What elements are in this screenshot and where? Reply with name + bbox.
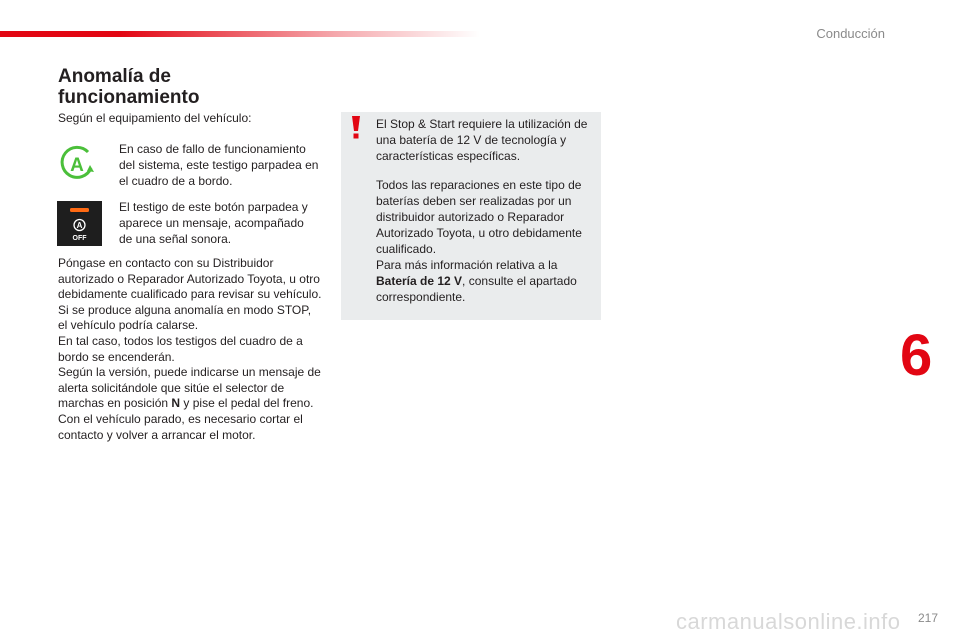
header-accent-bar [0,31,480,37]
warning-paragraph: El Stop & Start requiere la utilización de una batería de 12 V de tecnología y características específicas. [376,117,588,163]
page-number: 217 [917,611,938,625]
section-header: Conducción [816,26,885,41]
intro-text: Según el equipamiento del vehículo: [58,111,252,125]
stop-start-a-icon [56,143,98,185]
body-paragraph: Si se produce alguna anomalía en modo STOP, el vehículo podría calarse. [58,302,312,333]
icon-btn-off: OFF [72,235,87,242]
battery-bold: Batería de 12 V [376,274,463,288]
chapter-number: 6 [900,323,933,388]
text-span: Todos las reparaciones en este tipo de baterías deben ser realizadas por un distribuidor autorizado o Reparador Autorizado Toyota, u otro debidamente cualificado. [376,178,582,256]
icon-a-letter: A [70,155,84,176]
text-span: , consulte el apartado correspondiente. [376,274,577,304]
body-paragraph: Con el vehículo parado, es necesario cortar el contacto y volver a arrancar el motor. [58,411,303,442]
exclamation-icon [349,114,363,140]
icon-btn-letter: A [76,221,83,230]
body-paragraph: Póngase en contacto con su Distribuidor autorizado o Reparador Autorizado Toyota, u otro debidamente cualificado para revisar su vehículo. [58,256,322,302]
text-span: Para más información relativa a la [376,258,558,272]
watermark: carmanualsonline.info [676,609,901,634]
page-title: Anomalía de funcionamiento [58,66,200,108]
gear-position-bold: N [171,396,181,411]
a-off-button-icon [57,201,102,246]
body-text [58,256,323,443]
warning-paragraph [376,177,594,305]
list-item: En caso de fallo de funcionamiento del sistema, este testigo parpadea en el cuadro de a bordo. [119,142,319,188]
body-paragraph [58,365,323,412]
text-span: y pise el pedal del freno. [180,396,314,411]
text-span: Según la versión, puede indicarse un mensaje de alerta solicitándole que sitúe el selector de marchas en posición [58,365,321,411]
list-item: El testigo de este botón parpadea y aparece un mensaje, acompañado de una señal sonora. [119,200,308,246]
body-paragraph: En tal caso, todos los testigos del cuadro de a bordo se encenderán. [58,333,303,364]
